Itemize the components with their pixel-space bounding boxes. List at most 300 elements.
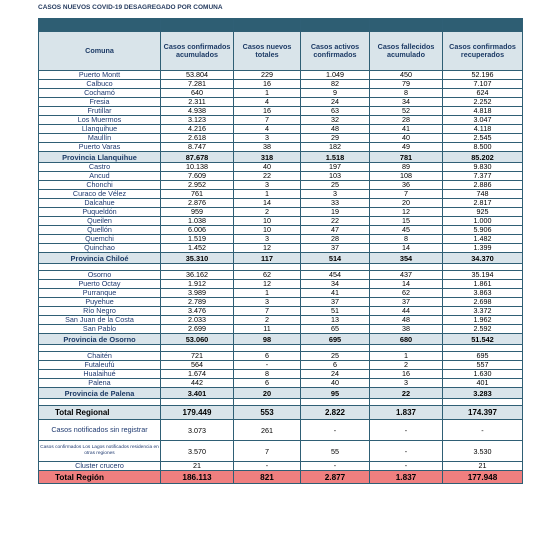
row-label: Provincia de Palena — [39, 388, 161, 399]
row-value: 8 — [370, 89, 443, 98]
row-value: 4.818 — [443, 107, 523, 116]
row-value: 62 — [370, 289, 443, 298]
row-value: 2.252 — [443, 98, 523, 107]
row-value: 87.678 — [161, 152, 234, 163]
row-value: 25 — [301, 181, 370, 190]
row-value: 8 — [234, 370, 301, 379]
row-value: 24 — [301, 370, 370, 379]
row-value: 22 — [370, 388, 443, 399]
row-value: 117 — [234, 253, 301, 264]
row-value: 4 — [234, 98, 301, 107]
row-value: 14 — [234, 199, 301, 208]
commune-row — [39, 271, 523, 280]
row-value: - — [301, 420, 370, 441]
spacer-cell — [161, 399, 234, 406]
row-label: Frutillar — [39, 107, 161, 116]
row-value: 2.311 — [161, 98, 234, 107]
spacer-cell — [370, 399, 443, 406]
row-value: 6.006 — [161, 226, 234, 235]
row-value: 10.138 — [161, 163, 234, 172]
row-value: 51 — [301, 307, 370, 316]
row-value: 761 — [161, 190, 234, 199]
commune-row — [39, 298, 523, 307]
spacer-cell — [301, 399, 370, 406]
row-label: Río Negro — [39, 307, 161, 316]
row-value: 14 — [370, 244, 443, 253]
row-label: Casos notificados sin registrar — [39, 420, 161, 441]
row-value: 3.401 — [161, 388, 234, 399]
row-value: 47 — [301, 226, 370, 235]
row-value: 63 — [301, 107, 370, 116]
row-value: 34.370 — [443, 253, 523, 264]
row-value: 34 — [370, 98, 443, 107]
row-label: San Pablo — [39, 325, 161, 334]
row-value: 2 — [234, 316, 301, 325]
row-label: Quinchao — [39, 244, 161, 253]
row-value: 52.196 — [443, 71, 523, 80]
commune-row — [39, 235, 523, 244]
row-value: 1.837 — [370, 471, 443, 484]
row-label: Palena — [39, 379, 161, 388]
row-label: Chaitén — [39, 352, 161, 361]
province-total-row — [39, 334, 523, 345]
commune-row — [39, 80, 523, 89]
row-label: Queilen — [39, 217, 161, 226]
row-value: 721 — [161, 352, 234, 361]
row-value: 2.545 — [443, 134, 523, 143]
row-value: 1.912 — [161, 280, 234, 289]
row-value: 3 — [234, 134, 301, 143]
row-value: 8.500 — [443, 143, 523, 152]
row-value: 3.570 — [161, 441, 234, 462]
row-label: Osorno — [39, 271, 161, 280]
row-value: 3 — [234, 181, 301, 190]
row-value: 821 — [234, 471, 301, 484]
row-label: Puerto Varas — [39, 143, 161, 152]
spacer-row — [39, 399, 523, 406]
row-value: 4.118 — [443, 125, 523, 134]
row-value: 174.397 — [443, 406, 523, 420]
spacer-row — [39, 345, 523, 352]
row-value: 450 — [370, 71, 443, 80]
row-value: 557 — [443, 361, 523, 370]
row-value: - — [234, 361, 301, 370]
row-value: 2.618 — [161, 134, 234, 143]
spacer-cell — [443, 264, 523, 271]
spacer-row — [39, 264, 523, 271]
commune-row — [39, 379, 523, 388]
spacer-cell — [443, 399, 523, 406]
spacer-cell — [234, 345, 301, 352]
row-value: 9 — [301, 89, 370, 98]
commune-row — [39, 71, 523, 80]
row-value: 34 — [301, 280, 370, 289]
row-value: 22 — [234, 172, 301, 181]
row-value: 2.592 — [443, 325, 523, 334]
table-header-row — [39, 32, 523, 71]
row-value: 1.399 — [443, 244, 523, 253]
row-value: 14 — [370, 280, 443, 289]
row-value: 2.876 — [161, 199, 234, 208]
row-value: 7 — [234, 116, 301, 125]
row-value: 1.674 — [161, 370, 234, 379]
row-label: Total Región — [39, 471, 161, 484]
row-value: 624 — [443, 89, 523, 98]
spacer-cell — [234, 264, 301, 271]
row-value: 55 — [301, 441, 370, 462]
header-recuperados: Casos confirmados recuperados — [443, 32, 523, 71]
row-value: 21 — [161, 462, 234, 471]
row-value: 21 — [443, 462, 523, 471]
row-value: 695 — [443, 352, 523, 361]
row-label: Calbuco — [39, 80, 161, 89]
row-value: 16 — [234, 107, 301, 116]
row-value: 354 — [370, 253, 443, 264]
row-value: 3 — [234, 235, 301, 244]
row-value: 2.699 — [161, 325, 234, 334]
row-value: 16 — [234, 80, 301, 89]
commune-row — [39, 352, 523, 361]
commune-row — [39, 190, 523, 199]
province-total-row — [39, 388, 523, 399]
row-value: 22 — [301, 217, 370, 226]
row-value: 37 — [370, 298, 443, 307]
row-value: 1 — [234, 89, 301, 98]
row-value: 7.609 — [161, 172, 234, 181]
confirmados-otras-regiones-row — [39, 441, 523, 462]
row-value: 13 — [301, 316, 370, 325]
row-label: Dalcahue — [39, 199, 161, 208]
row-value: 6 — [301, 361, 370, 370]
row-label: San Juan de la Costa — [39, 316, 161, 325]
commune-row — [39, 307, 523, 316]
row-value: 40 — [370, 134, 443, 143]
spacer-cell — [161, 345, 234, 352]
row-value: 11 — [234, 325, 301, 334]
header-comuna: Comuna — [39, 32, 161, 71]
commune-row — [39, 244, 523, 253]
row-value: 28 — [301, 235, 370, 244]
row-value: 3 — [301, 190, 370, 199]
spacer-cell — [161, 264, 234, 271]
row-value: 3.476 — [161, 307, 234, 316]
row-value: 1 — [370, 352, 443, 361]
row-value: 4.938 — [161, 107, 234, 116]
row-value: 95 — [301, 388, 370, 399]
spacer-cell — [301, 345, 370, 352]
row-value: 1 — [234, 190, 301, 199]
row-value: 20 — [234, 388, 301, 399]
row-value: 40 — [234, 163, 301, 172]
row-value: 82 — [301, 80, 370, 89]
commune-row — [39, 163, 523, 172]
header-nuevos: Casos nuevos totales — [234, 32, 301, 71]
row-value: 53.804 — [161, 71, 234, 80]
row-value: 1.630 — [443, 370, 523, 379]
row-value: 89 — [370, 163, 443, 172]
commune-row — [39, 134, 523, 143]
row-label: Los Muermos — [39, 116, 161, 125]
row-label: Llanquihue — [39, 125, 161, 134]
row-value: 33 — [301, 199, 370, 208]
row-value: 553 — [234, 406, 301, 420]
commune-row — [39, 316, 523, 325]
row-value: 2.952 — [161, 181, 234, 190]
row-label: Total Regional — [39, 406, 161, 420]
row-value: 1 — [234, 289, 301, 298]
row-value: 12 — [234, 280, 301, 289]
row-value: 3 — [370, 379, 443, 388]
row-value: 65 — [301, 325, 370, 334]
row-value: 8 — [370, 235, 443, 244]
row-value: 695 — [301, 334, 370, 345]
row-value: 36.162 — [161, 271, 234, 280]
commune-row — [39, 107, 523, 116]
row-value: 3 — [234, 298, 301, 307]
row-value: 37 — [301, 244, 370, 253]
row-label: Quemchi — [39, 235, 161, 244]
covid-table-container — [38, 18, 522, 484]
row-value: 48 — [370, 316, 443, 325]
row-value: 19 — [301, 208, 370, 217]
row-value: 53.060 — [161, 334, 234, 345]
spacer-cell — [443, 345, 523, 352]
commune-row — [39, 181, 523, 190]
row-value: 7 — [234, 441, 301, 462]
row-value: 261 — [234, 420, 301, 441]
row-value: 41 — [301, 289, 370, 298]
row-label: Puerto Octay — [39, 280, 161, 289]
row-label: Hualaihué — [39, 370, 161, 379]
row-value: 25 — [301, 352, 370, 361]
spacer-cell — [234, 399, 301, 406]
row-value: 3.989 — [161, 289, 234, 298]
commune-row — [39, 226, 523, 235]
covid-commune-table — [38, 18, 523, 484]
row-value: - — [443, 420, 523, 441]
spacer-cell — [370, 345, 443, 352]
row-value: 3.283 — [443, 388, 523, 399]
row-label: Puerto Montt — [39, 71, 161, 80]
row-label: Cochamó — [39, 89, 161, 98]
row-value: 3.530 — [443, 441, 523, 462]
spacer-cell — [370, 264, 443, 271]
row-value: 1.837 — [370, 406, 443, 420]
row-value: 3.073 — [161, 420, 234, 441]
row-value: 4.216 — [161, 125, 234, 134]
row-value: 10 — [234, 217, 301, 226]
row-value: 103 — [301, 172, 370, 181]
row-value: 12 — [370, 208, 443, 217]
row-value: 781 — [370, 152, 443, 163]
notificados-row — [39, 420, 523, 441]
row-value: 16 — [370, 370, 443, 379]
row-value: 9.830 — [443, 163, 523, 172]
row-label: Provincia Llanquihue — [39, 152, 161, 163]
row-value: 7 — [370, 190, 443, 199]
row-label: Cluster crucero — [39, 462, 161, 471]
row-value: 514 — [301, 253, 370, 264]
row-label: Puyehue — [39, 298, 161, 307]
row-value: 12 — [234, 244, 301, 253]
commune-row — [39, 325, 523, 334]
row-value: 4 — [234, 125, 301, 134]
province-total-row — [39, 253, 523, 264]
row-value: 36 — [370, 181, 443, 190]
row-label: Puqueldón — [39, 208, 161, 217]
row-value: 51.542 — [443, 334, 523, 345]
row-label: Casos confirmados Los Lagos notificados residencia en otras regiones — [39, 441, 161, 462]
row-value: 79 — [370, 80, 443, 89]
spacer-cell — [39, 264, 161, 271]
row-value: 1.962 — [443, 316, 523, 325]
row-value: 2 — [370, 361, 443, 370]
row-value: 37 — [301, 298, 370, 307]
row-value: 62 — [234, 271, 301, 280]
row-value: 5.906 — [443, 226, 523, 235]
row-label: Castro — [39, 163, 161, 172]
row-value: 44 — [370, 307, 443, 316]
commune-row — [39, 370, 523, 379]
row-label: Maullín — [39, 134, 161, 143]
row-label: Provincia de Osorno — [39, 334, 161, 345]
row-value: 179.449 — [161, 406, 234, 420]
row-label: Futaleufú — [39, 361, 161, 370]
row-value: 7.377 — [443, 172, 523, 181]
row-value: 197 — [301, 163, 370, 172]
row-value: 1.000 — [443, 217, 523, 226]
row-value: 3.863 — [443, 289, 523, 298]
commune-row — [39, 361, 523, 370]
province-total-row — [39, 152, 523, 163]
row-value: 108 — [370, 172, 443, 181]
total-region-row — [39, 471, 523, 484]
row-value: 2.877 — [301, 471, 370, 484]
row-value: 182 — [301, 143, 370, 152]
row-value: 454 — [301, 271, 370, 280]
row-value: 1.038 — [161, 217, 234, 226]
commune-row — [39, 116, 523, 125]
report-title: CASOS NUEVOS COVID-19 DESAGREGADO POR COMUNA — [38, 4, 223, 11]
row-value: 38 — [370, 325, 443, 334]
row-value: 85.202 — [443, 152, 523, 163]
spacer-cell — [39, 399, 161, 406]
commune-row — [39, 199, 523, 208]
row-label: Chonchi — [39, 181, 161, 190]
spacer-cell — [39, 345, 161, 352]
row-value: 2.789 — [161, 298, 234, 307]
row-value: 229 — [234, 71, 301, 80]
row-value: 10 — [234, 226, 301, 235]
header-fallecidos: Casos fallecidos acumulado — [370, 32, 443, 71]
row-value: 20 — [370, 199, 443, 208]
row-value: 41 — [370, 125, 443, 134]
header-confirmados: Casos confirmados acumulados — [161, 32, 234, 71]
row-value: 437 — [370, 271, 443, 280]
row-value: 442 — [161, 379, 234, 388]
row-value: 3.047 — [443, 116, 523, 125]
row-value: - — [370, 420, 443, 441]
row-value: 8.747 — [161, 143, 234, 152]
row-value: 1.452 — [161, 244, 234, 253]
row-value: 40 — [301, 379, 370, 388]
total-regional-row — [39, 406, 523, 420]
row-value: 3.372 — [443, 307, 523, 316]
row-value: 177.948 — [443, 471, 523, 484]
row-value: 2.817 — [443, 199, 523, 208]
row-value: 2 — [234, 208, 301, 217]
commune-row — [39, 98, 523, 107]
row-value: - — [301, 462, 370, 471]
row-label: Fresia — [39, 98, 161, 107]
row-value: 32 — [301, 116, 370, 125]
row-value: 2.886 — [443, 181, 523, 190]
commune-row — [39, 217, 523, 226]
row-label: Provincia Chiloé — [39, 253, 161, 264]
commune-row — [39, 172, 523, 181]
row-value: 24 — [301, 98, 370, 107]
row-value: 38 — [234, 143, 301, 152]
row-value: 748 — [443, 190, 523, 199]
row-value: 2.033 — [161, 316, 234, 325]
cluster-row — [39, 462, 523, 471]
row-label: Quellón — [39, 226, 161, 235]
row-value: - — [370, 462, 443, 471]
row-value: 1.049 — [301, 71, 370, 80]
row-value: - — [370, 441, 443, 462]
row-value: 48 — [301, 125, 370, 134]
commune-row — [39, 208, 523, 217]
row-value: 15 — [370, 217, 443, 226]
row-label: Ancud — [39, 172, 161, 181]
commune-row — [39, 125, 523, 134]
row-value: 401 — [443, 379, 523, 388]
row-label: Purranque — [39, 289, 161, 298]
row-value: 959 — [161, 208, 234, 217]
row-value: 1.518 — [301, 152, 370, 163]
row-value: 564 — [161, 361, 234, 370]
row-value: 925 — [443, 208, 523, 217]
row-value: 6 — [234, 352, 301, 361]
commune-row — [39, 289, 523, 298]
row-value: 45 — [370, 226, 443, 235]
row-value: 1.482 — [443, 235, 523, 244]
row-value: 35.194 — [443, 271, 523, 280]
row-value: 2.822 — [301, 406, 370, 420]
row-value: - — [234, 462, 301, 471]
row-value: 1.519 — [161, 235, 234, 244]
row-label: Curaco de Vélez — [39, 190, 161, 199]
spacer-cell — [301, 264, 370, 271]
row-value: 52 — [370, 107, 443, 116]
row-value: 6 — [234, 379, 301, 388]
row-value: 35.310 — [161, 253, 234, 264]
row-value: 28 — [370, 116, 443, 125]
commune-row — [39, 280, 523, 289]
header-activos: Casos activos confirmados — [301, 32, 370, 71]
row-value: 680 — [370, 334, 443, 345]
row-value: 7.281 — [161, 80, 234, 89]
row-value: 2.698 — [443, 298, 523, 307]
row-value: 186.113 — [161, 471, 234, 484]
row-value: 1.861 — [443, 280, 523, 289]
row-value: 640 — [161, 89, 234, 98]
row-value: 29 — [301, 134, 370, 143]
commune-row — [39, 143, 523, 152]
table-top-band — [39, 19, 523, 32]
row-value: 49 — [370, 143, 443, 152]
row-value: 3.123 — [161, 116, 234, 125]
